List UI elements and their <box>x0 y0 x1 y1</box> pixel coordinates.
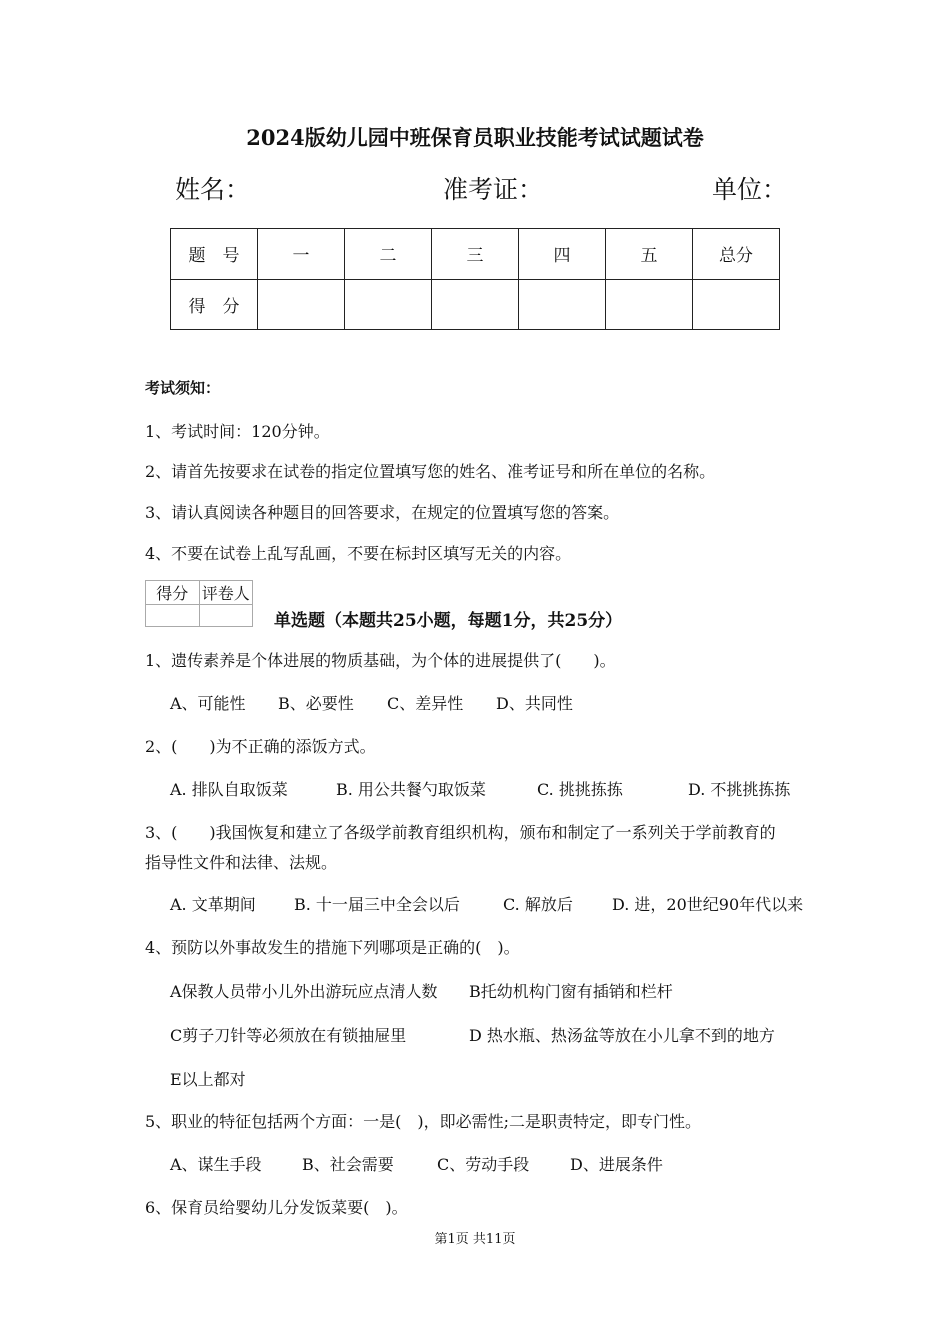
header-cell: 一 <box>258 229 345 280</box>
option: B、必要性 <box>278 694 354 713</box>
score-cell[interactable] <box>519 279 606 330</box>
option: A、可能性 <box>170 694 246 713</box>
row-label: 得 分 <box>171 279 258 330</box>
notice-item: 4、不要在试卷上乱写乱画，不要在标封区填写无关的内容。 <box>145 544 572 563</box>
option: A保教人员带小儿外出游玩应点清人数 <box>170 982 438 1001</box>
score-cell[interactable] <box>258 279 345 330</box>
option: D、进展条件 <box>570 1155 663 1174</box>
name-label: 姓名： <box>175 175 251 204</box>
option: D、共同性 <box>496 694 573 713</box>
option: E以上都对 <box>170 1070 246 1089</box>
option: A. 文革期间 <box>170 895 256 914</box>
question-stem: 6、保育员给婴幼儿分发饭菜要( )。 <box>145 1198 408 1217</box>
notice-item: 3、请认真阅读各种题目的回答要求，在规定的位置填写您的答案。 <box>145 503 620 522</box>
header-cell: 四 <box>519 229 606 280</box>
score-cell[interactable] <box>693 279 780 330</box>
header-cell: 五 <box>606 229 693 280</box>
header-cell: 二 <box>345 229 432 280</box>
score-cell[interactable] <box>432 279 519 330</box>
option: B. 用公共餐勺取饭菜 <box>336 780 486 799</box>
page-footer: 第1页 共11页 <box>434 1232 516 1247</box>
grader-table <box>145 580 253 627</box>
option: D 热水瓶、热汤盆等放在小儿拿不到的地方 <box>469 1026 775 1045</box>
score-table-header-row <box>171 229 780 280</box>
section-title: 单选题（本题共25小题，每题1分，共25分） <box>274 611 623 631</box>
option: C. 挑挑拣拣 <box>537 780 623 799</box>
grader-reviewer-label: 评卷人 <box>199 581 253 605</box>
page-title: 2024版幼儿园中班保育员职业技能考试试题试卷 <box>246 125 704 150</box>
question-stem: 5、职业的特征包括两个方面：一是( )，即必需性;二是职责特定，即专门性。 <box>145 1112 702 1131</box>
notice-item: 1、考试时间：120分钟。 <box>145 422 330 441</box>
option: A、谋生手段 <box>170 1155 262 1174</box>
option: C. 解放后 <box>503 895 573 914</box>
option: B. 十一届三中全会以后 <box>294 895 460 914</box>
question-stem: 4、预防以外事故发生的措施下列哪项是正确的( )。 <box>145 938 520 957</box>
notice-heading: 考试须知： <box>145 379 221 397</box>
header-cell: 三 <box>432 229 519 280</box>
option: B、社会需要 <box>302 1155 394 1174</box>
grader-score-cell[interactable] <box>146 605 200 627</box>
option: B托幼机构门窗有插销和栏杆 <box>469 982 673 1001</box>
option: C剪子刀针等必须放在有锁抽屉里 <box>170 1026 407 1045</box>
question-stem: 3、( )我国恢复和建立了各级学前教育组织机构，颁布和制定了一系列关于学前教育的 <box>145 823 776 842</box>
question-stem: 2、( )为不正确的添饭方式。 <box>145 737 376 756</box>
question-stem: 1、遗传素养是个体进展的物质基础，为个体的进展提供了( )。 <box>145 651 616 670</box>
grader-reviewer-cell[interactable] <box>199 605 253 627</box>
notice-item: 2、请首先按要求在试卷的指定位置填写您的姓名、准考证号和所在单位的名称。 <box>145 462 716 481</box>
header-cell: 题 号 <box>171 229 258 280</box>
option: D. 进，20世纪90年代以来 <box>612 895 804 914</box>
unit-label: 单位： <box>712 175 788 204</box>
option: C、劳动手段 <box>437 1155 530 1174</box>
ticket-label: 准考证： <box>443 175 544 204</box>
option: D. 不挑挑拣拣 <box>688 780 791 799</box>
score-cell[interactable] <box>345 279 432 330</box>
option: A. 排队自取饭菜 <box>170 780 288 799</box>
score-cell[interactable] <box>606 279 693 330</box>
score-table <box>170 228 780 330</box>
header-cell: 总分 <box>693 229 780 280</box>
question-stem-continued: 指导性文件和法律、法规。 <box>145 853 338 872</box>
grader-score-label: 得分 <box>146 581 200 605</box>
option: C、差异性 <box>387 694 464 713</box>
score-table-score-row <box>171 279 780 330</box>
